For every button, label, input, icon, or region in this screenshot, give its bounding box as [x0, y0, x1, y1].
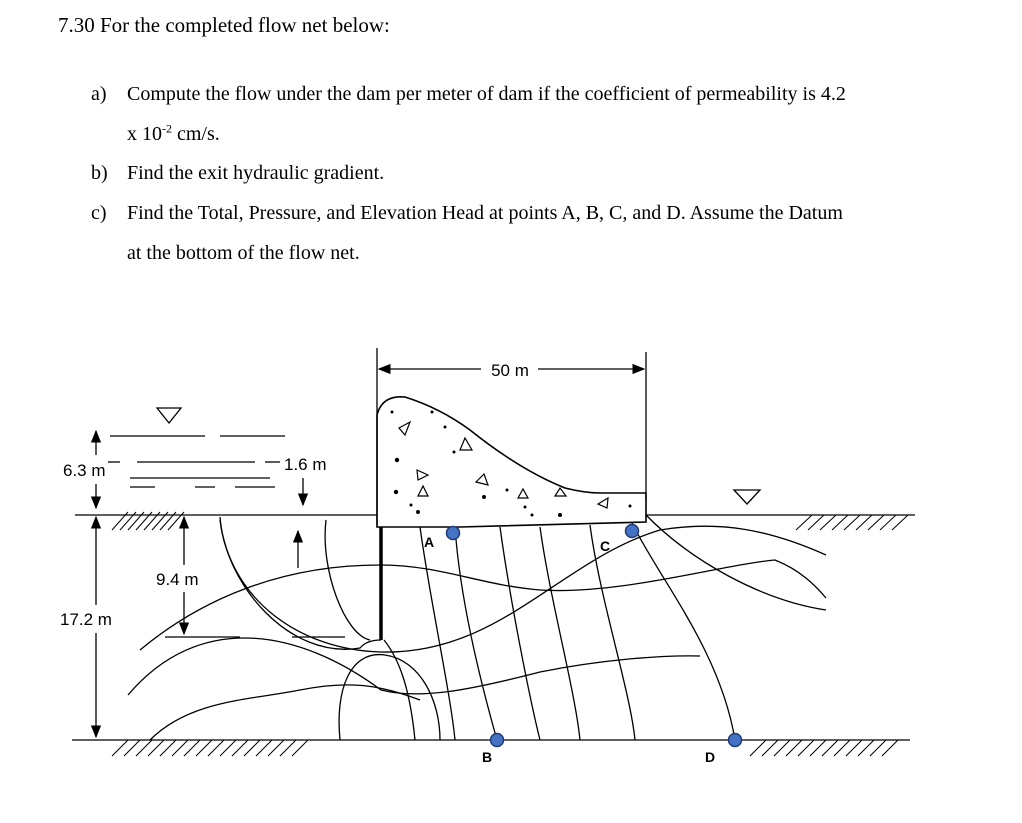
problem-title: 7.30 For the completed flow net below:	[58, 13, 390, 37]
concrete-dots	[391, 411, 632, 518]
point-b-marker	[491, 734, 504, 747]
point-c-label: C	[600, 538, 611, 554]
equipotential-line	[455, 527, 497, 740]
flow-line	[128, 638, 700, 695]
part-c-line2: at the bottom of the flow net.	[127, 242, 360, 264]
flow-line	[220, 520, 826, 652]
equipotential-line	[339, 655, 440, 740]
point-a-label: A	[424, 534, 435, 550]
part-a-line2-suffix: cm/s.	[172, 123, 220, 145]
part-b	[91, 161, 991, 187]
part-a-exponent: -2	[162, 121, 172, 136]
part-b-label: b)	[91, 162, 108, 184]
part-a-line1: Compute the flow under the dam per meter of dam if the coefficient of permeability is 4.2	[127, 83, 846, 105]
upstream-head-label: 6.3 m	[63, 461, 106, 480]
equipotential-line	[590, 525, 635, 740]
equipotential-line	[420, 527, 455, 740]
part-c-label: c)	[91, 202, 107, 224]
equipotential-line	[632, 523, 735, 740]
part-a-line2-prefix: x 10	[127, 123, 162, 145]
point-a-marker	[447, 527, 460, 540]
downstream-head-label: 1.6 m	[284, 455, 327, 474]
point-c-marker	[626, 525, 639, 538]
soil-hatching	[112, 512, 908, 756]
point-d-label: D	[705, 749, 716, 765]
equipotential-line	[646, 515, 826, 610]
concrete-aggregate	[399, 422, 608, 508]
sheet-pile-depth-label: 9.4 m	[156, 570, 199, 589]
flow-line	[150, 685, 420, 740]
part-a-label: a)	[91, 83, 107, 105]
part-c-line1: Find the Total, Pressure, and Elevation Head at points A, B, C, and D. Assume the Datum	[127, 202, 843, 224]
point-b-label: B	[482, 749, 493, 765]
equipotential-line	[500, 527, 540, 740]
flow-net-diagram	[0, 330, 1022, 820]
part-c	[91, 201, 1011, 267]
part-a-line2	[127, 122, 220, 146]
soil-depth-label: 17.2 m	[60, 610, 112, 629]
point-d-marker	[729, 734, 742, 747]
equipotential-line	[325, 520, 370, 640]
upstream-water-level-icon	[157, 408, 181, 423]
part-a	[91, 82, 991, 145]
part-b-line1: Find the exit hydraulic gradient.	[127, 162, 385, 184]
equipotential-line	[540, 527, 580, 740]
dam-width-label: 50 m	[491, 361, 529, 380]
downstream-water-level-icon	[734, 490, 760, 504]
